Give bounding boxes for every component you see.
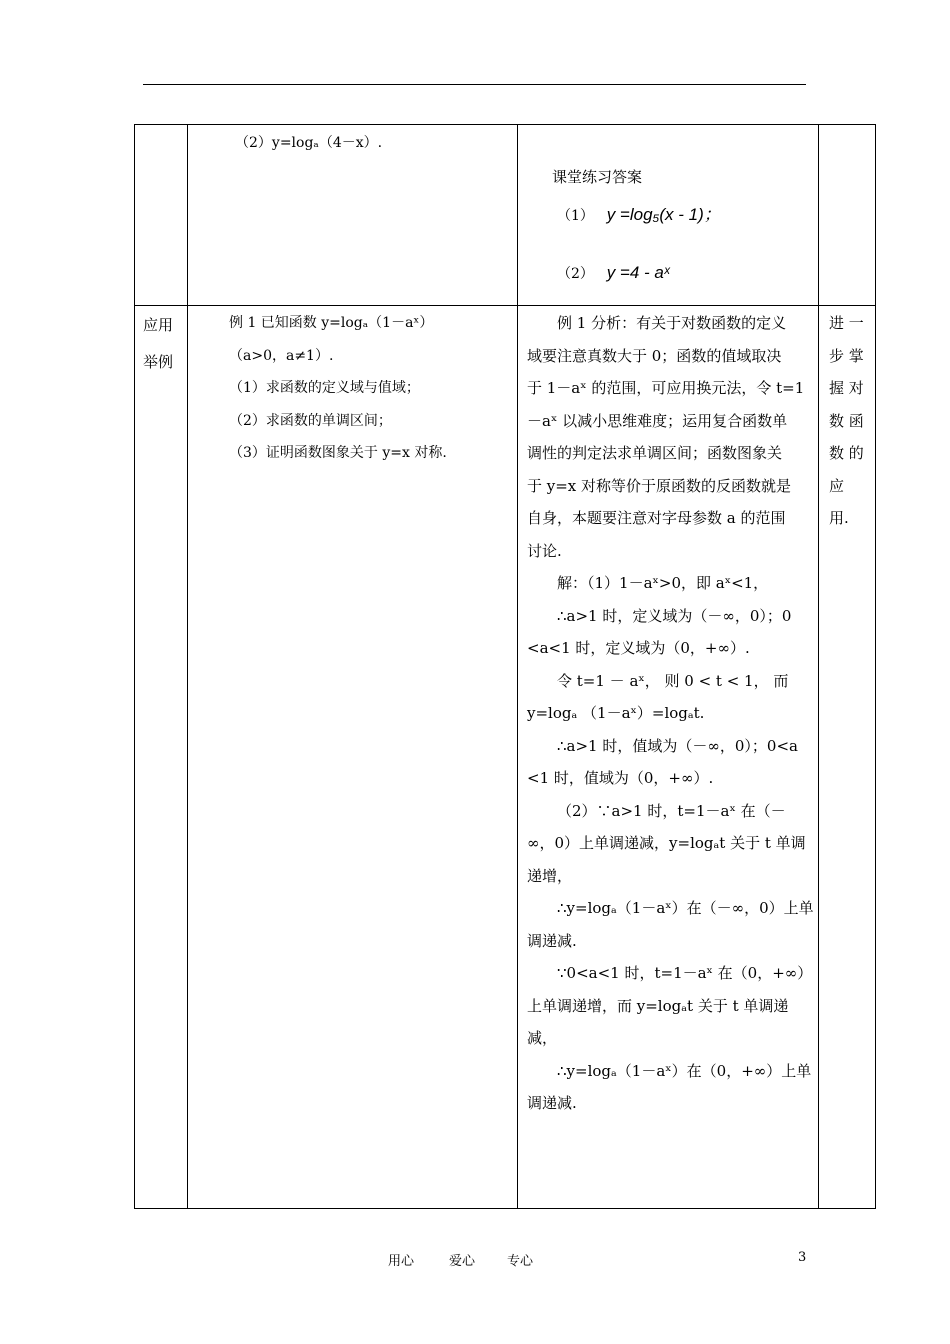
footer-motto-3 [507, 1250, 533, 1269]
analysis-line: 解：（1）1－aˣ>0，即 aˣ<1， [557, 574, 769, 592]
footer-motto-2-text: 爱心 [449, 1254, 476, 1269]
example-line: （a>0，a≠1）. [229, 347, 334, 364]
analysis-line: 调递减. [527, 1094, 577, 1112]
analysis-line: 递增， [527, 866, 573, 885]
example-analysis [527, 307, 813, 1120]
answer-2 [557, 255, 670, 293]
analysis-line: －aˣ 以减小思维难度；运用复合函数单 [527, 411, 788, 430]
answer-2-label: （2） [557, 266, 594, 282]
answer-2-formula: y =4 - aˣ [606, 263, 670, 282]
footer-motto-3-text: 专心 [507, 1254, 534, 1269]
analysis-line: ∞，0）上单调递减，y=logₐt 关于 t 单调 [527, 834, 806, 852]
analysis-line: 调递减. [527, 931, 577, 950]
footer-motto-1 [388, 1250, 414, 1269]
analysis-line: ∴a>1 时，值域为（－∞，0）；0<a [557, 736, 798, 755]
analysis-line: <a<1 时，定义域为（0，+∞）. [527, 639, 750, 657]
purpose-line: 数 函 [829, 411, 864, 430]
exercise-item-2-text: （2）y=logₐ（4－x）. [235, 135, 383, 151]
analysis-line: 于 y=x 对称等价于原函数的反函数就是 [527, 476, 792, 495]
analysis-line: 自身，本题要注意对字母参数 a 的范围 [527, 509, 786, 527]
analysis-line: ∴y=logₐ（1－aˣ）在（－∞，0）上单 [557, 899, 814, 917]
purpose-line: 进 一 [829, 314, 864, 332]
example-line: （3）证明函数图象关于 y=x 对称. [229, 445, 447, 461]
analysis-line: （2）∵a>1 时，t=1－aˣ 在（－ [557, 801, 786, 820]
answer-title-text: 课堂练习答案 [552, 168, 643, 186]
col-divider-1 [187, 125, 188, 1208]
exercise-item-2 [235, 125, 382, 162]
header-rule [143, 84, 806, 85]
lesson-table [134, 124, 876, 1209]
col-divider-2 [517, 125, 518, 1208]
analysis-line: 令 t=1 － aˣ， 则 0 < t < 1， 而 [557, 671, 789, 690]
footer-motto-2 [449, 1250, 475, 1269]
col-divider-3 [818, 125, 819, 1208]
analysis-line: y=logₐ （1－aˣ）=logₐt. [527, 704, 705, 722]
page-number [798, 1250, 806, 1265]
purpose-line: 数 的 [829, 444, 864, 462]
footer-motto-1-text: 用心 [388, 1254, 415, 1269]
purpose-line: 应 [829, 476, 845, 495]
analysis-line: 于 1－aˣ 的范围，可应用换元法，令 t=1 [527, 379, 805, 397]
section-label-text: 应用举例 [143, 316, 174, 371]
example-line: （2）求函数的单调区间； [229, 412, 392, 429]
row-divider [135, 305, 875, 306]
purpose-line: 用. [829, 509, 849, 527]
example-line: 例 1 已知函数 y=logₐ（1－aˣ） [229, 315, 434, 331]
analysis-line: ∴a>1 时，定义域为（－∞，0）；0 [557, 606, 792, 625]
answer-1-formula: y =log₅(x - 1)； [606, 205, 721, 224]
analysis-line: ∵0<a<1 时，t=1－aˣ 在（0，+∞） [557, 964, 813, 982]
analysis-line: 讨论. [527, 541, 562, 560]
example-problem [229, 307, 509, 470]
section-label [143, 307, 181, 380]
analysis-line: 减， [527, 1029, 558, 1047]
example-line: （1）求函数的定义域与值域； [229, 380, 420, 396]
analysis-line: 域要注意真数大于 0；函数的值域取决 [527, 346, 782, 365]
answer-1-label: （1） [557, 208, 594, 224]
page-number-text: 3 [798, 1250, 807, 1265]
analysis-line: ∴y=logₐ（1－aˣ）在（0，+∞）上单 [557, 1061, 812, 1080]
analysis-line: <1 时，值域为（0，+∞）. [527, 769, 714, 787]
purpose-line: 握 对 [829, 379, 864, 397]
analysis-line: 上单调递增，而 y=logₐt 关于 t 单调递 [527, 996, 789, 1015]
analysis-line: 调性的判定法求单调区间；函数图象关 [527, 444, 783, 462]
answer-1 [557, 197, 721, 235]
answer-title [552, 159, 642, 196]
teaching-purpose [829, 307, 869, 535]
purpose-line: 步 掌 [829, 346, 864, 365]
analysis-line: 例 1 分析：有关于对数函数的定义 [557, 314, 787, 332]
